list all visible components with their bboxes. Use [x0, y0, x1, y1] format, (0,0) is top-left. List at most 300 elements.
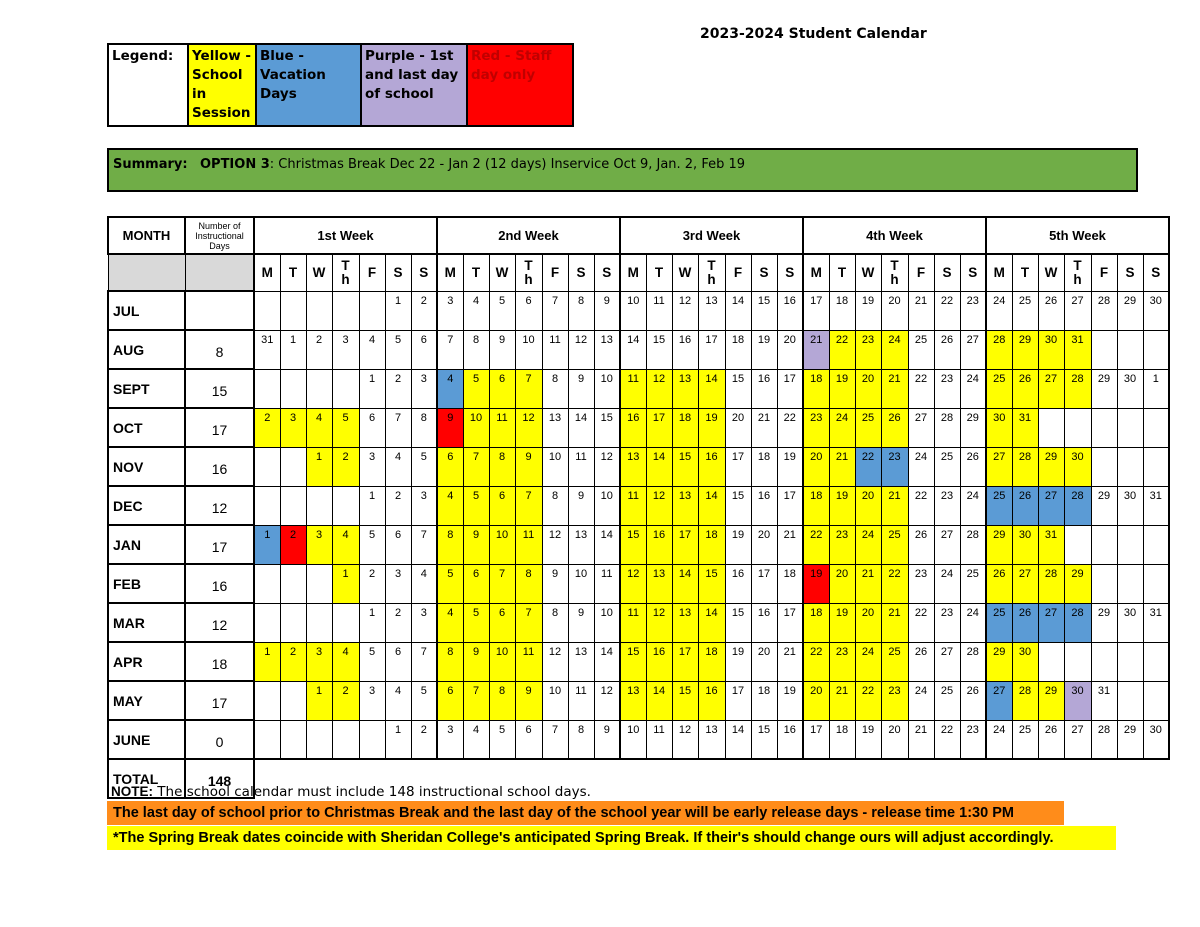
day-cell	[280, 603, 306, 642]
instructional-days-count: 15	[185, 369, 254, 408]
day-cell: 1	[306, 681, 332, 720]
month-row	[108, 486, 1169, 525]
day-cell: 9	[489, 330, 515, 369]
day-cell: 26	[986, 564, 1012, 603]
week-header: 4th Week	[803, 217, 986, 254]
day-cell: 3	[437, 720, 463, 759]
day-cell: 20	[829, 564, 855, 603]
day-cell: 21	[881, 486, 908, 525]
day-cell: 24	[934, 564, 960, 603]
day-cell: 4	[463, 720, 489, 759]
day-cell: 19	[777, 681, 803, 720]
instructional-days-count	[185, 291, 254, 330]
month-label: OCT	[108, 408, 185, 447]
day-cell: 11	[515, 525, 542, 564]
day-cell	[1091, 525, 1117, 564]
month-row	[108, 642, 1169, 681]
day-cell: 31	[1038, 525, 1064, 564]
note-text: The school calendar must include 148 instructional school days.	[153, 784, 591, 800]
day-cell: 5	[463, 486, 489, 525]
day-cell: 18	[725, 330, 751, 369]
day-cell: 8	[463, 330, 489, 369]
day-cell: 15	[751, 291, 777, 330]
day-cell: 15	[725, 603, 751, 642]
day-letter-header: F	[1091, 254, 1117, 291]
day-cell: 14	[646, 447, 672, 486]
day-cell: 3	[359, 447, 385, 486]
day-cell: 30	[1143, 291, 1169, 330]
day-cell: 24	[829, 408, 855, 447]
day-cell: 14	[698, 603, 725, 642]
day-cell: 16	[646, 525, 672, 564]
day-cell: 3	[411, 369, 437, 408]
month-label: AUG	[108, 330, 185, 369]
day-letter-header	[1064, 254, 1091, 291]
day-cell	[332, 369, 359, 408]
day-cell	[1091, 564, 1117, 603]
day-cell: 23	[829, 525, 855, 564]
day-cell: 19	[855, 291, 881, 330]
month-row	[108, 720, 1169, 759]
day-cell: 29	[1091, 486, 1117, 525]
day-cell: 2	[359, 564, 385, 603]
day-cell: 20	[751, 525, 777, 564]
day-cell: 28	[1064, 369, 1091, 408]
day-cell	[1117, 642, 1143, 681]
day-cell: 20	[803, 681, 829, 720]
day-cell: 3	[359, 681, 385, 720]
day-cell: 14	[594, 642, 620, 681]
day-cell: 28	[1038, 564, 1064, 603]
day-cell: 16	[751, 603, 777, 642]
day-cell: 7	[515, 369, 542, 408]
day-cell: 2	[306, 330, 332, 369]
day-cell: 21	[777, 642, 803, 681]
day-cell	[306, 486, 332, 525]
day-cell: 22	[908, 369, 934, 408]
day-cell: 18	[803, 486, 829, 525]
day-cell: 22	[855, 447, 881, 486]
day-cell: 23	[908, 564, 934, 603]
day-cell: 24	[960, 486, 986, 525]
day-cell: 10	[568, 564, 594, 603]
day-cell: 19	[829, 603, 855, 642]
day-cell: 25	[986, 369, 1012, 408]
day-cell: 21	[803, 330, 829, 369]
day-cell: 28	[1091, 291, 1117, 330]
day-cell: 10	[542, 681, 568, 720]
day-cell: 26	[960, 447, 986, 486]
day-cell: 4	[306, 408, 332, 447]
day-cell: 18	[698, 642, 725, 681]
day-cell: 29	[986, 642, 1012, 681]
day-cell	[1117, 681, 1143, 720]
day-cell: 10	[594, 369, 620, 408]
day-cell: 4	[437, 369, 463, 408]
day-cell: 19	[725, 525, 751, 564]
day-cell: 20	[777, 330, 803, 369]
instructional-days-count: 17	[185, 525, 254, 564]
month-label: NOV	[108, 447, 185, 486]
day-cell: 23	[960, 720, 986, 759]
day-cell: 1	[332, 564, 359, 603]
day-cell: 18	[672, 408, 698, 447]
day-cell: 1	[359, 603, 385, 642]
day-cell: 9	[515, 681, 542, 720]
day-cell: 9	[515, 447, 542, 486]
month-label: JUL	[108, 291, 185, 330]
day-cell	[280, 291, 306, 330]
day-cell: 20	[855, 369, 881, 408]
day-cell: 23	[934, 369, 960, 408]
day-cell	[1091, 408, 1117, 447]
day-cell: 7	[489, 564, 515, 603]
day-cell: 5	[463, 603, 489, 642]
day-cell: 19	[829, 369, 855, 408]
day-cell: 30	[1117, 369, 1143, 408]
instructional-days-count: 16	[185, 564, 254, 603]
day-cell: 25	[1012, 291, 1038, 330]
summary-option: OPTION 3	[199, 157, 270, 172]
day-cell: 18	[803, 369, 829, 408]
day-cell	[280, 681, 306, 720]
day-cell	[254, 603, 280, 642]
day-cell	[1143, 330, 1169, 369]
day-cell	[254, 447, 280, 486]
day-cell: 3	[411, 486, 437, 525]
day-cell: 22	[908, 486, 934, 525]
day-letter-header: T	[280, 254, 306, 291]
day-cell: 28	[960, 642, 986, 681]
day-cell	[1064, 525, 1091, 564]
day-cell	[306, 603, 332, 642]
day-cell: 22	[855, 681, 881, 720]
day-cell: 9	[463, 642, 489, 681]
day-letter-row	[108, 254, 1169, 291]
day-cell	[254, 369, 280, 408]
day-cell: 25	[908, 330, 934, 369]
day-cell: 16	[672, 330, 698, 369]
day-cell: 10	[594, 486, 620, 525]
day-cell: 9	[594, 720, 620, 759]
day-cell: 7	[542, 291, 568, 330]
day-cell: 29	[1091, 369, 1117, 408]
day-letter-header: S	[934, 254, 960, 291]
day-cell: 19	[751, 330, 777, 369]
day-letter-header	[332, 254, 359, 291]
day-cell: 24	[881, 330, 908, 369]
day-cell: 17	[777, 486, 803, 525]
day-cell: 29	[1091, 603, 1117, 642]
day-cell: 25	[960, 564, 986, 603]
day-cell: 1	[280, 330, 306, 369]
day-cell: 8	[437, 642, 463, 681]
week-header: 2nd Week	[437, 217, 620, 254]
month-row	[108, 603, 1169, 642]
day-cell: 20	[881, 291, 908, 330]
day-cell: 28	[934, 408, 960, 447]
day-cell: 4	[332, 642, 359, 681]
day-cell: 19	[855, 720, 881, 759]
day-cell: 7	[463, 681, 489, 720]
day-cell: 7	[463, 447, 489, 486]
day-cell: 30	[1117, 486, 1143, 525]
day-cell: 24	[908, 681, 934, 720]
day-letter-header: T	[1012, 254, 1038, 291]
day-cell	[280, 447, 306, 486]
day-letter-t: T	[1073, 257, 1082, 273]
day-cell: 1	[254, 525, 280, 564]
day-cell: 8	[542, 603, 568, 642]
day-cell: 30	[1012, 525, 1038, 564]
day-cell: 8	[568, 720, 594, 759]
day-cell: 16	[698, 681, 725, 720]
day-cell: 8	[489, 681, 515, 720]
day-cell	[1117, 408, 1143, 447]
day-cell: 24	[908, 447, 934, 486]
day-cell	[306, 720, 332, 759]
day-cell: 13	[542, 408, 568, 447]
day-cell: 16	[751, 369, 777, 408]
summary-box	[107, 148, 1138, 192]
day-cell	[306, 369, 332, 408]
day-cell: 12	[594, 681, 620, 720]
day-cell: 10	[620, 291, 646, 330]
day-cell	[1064, 408, 1091, 447]
day-letter-header: T	[829, 254, 855, 291]
day-cell: 6	[385, 642, 411, 681]
day-cell: 30	[986, 408, 1012, 447]
month-row	[108, 330, 1169, 369]
day-letter-h: h	[1073, 271, 1082, 287]
day-letter-header: S	[777, 254, 803, 291]
day-cell: 28	[960, 525, 986, 564]
day-cell: 19	[803, 564, 829, 603]
day-cell: 8	[489, 447, 515, 486]
day-cell: 29	[1038, 681, 1064, 720]
day-cell	[1038, 642, 1064, 681]
day-letter-header: W	[1038, 254, 1064, 291]
summary-label: Summary:	[113, 157, 188, 172]
day-cell: 18	[829, 291, 855, 330]
day-cell: 27	[908, 408, 934, 447]
day-cell: 8	[515, 564, 542, 603]
day-letter-header: W	[489, 254, 515, 291]
day-cell	[332, 291, 359, 330]
day-cell: 4	[437, 603, 463, 642]
day-cell: 8	[437, 525, 463, 564]
day-cell: 7	[385, 408, 411, 447]
day-cell: 20	[855, 603, 881, 642]
day-cell: 21	[751, 408, 777, 447]
day-cell: 1	[306, 447, 332, 486]
day-cell: 22	[908, 603, 934, 642]
instructional-days-count: 18	[185, 642, 254, 681]
day-cell: 22	[934, 291, 960, 330]
week-header: 5th Week	[986, 217, 1169, 254]
day-letter-h: h	[707, 271, 716, 287]
day-cell: 26	[908, 642, 934, 681]
day-cell	[1143, 642, 1169, 681]
day-cell: 7	[437, 330, 463, 369]
day-cell: 6	[463, 564, 489, 603]
day-cell: 23	[881, 447, 908, 486]
day-cell: 13	[646, 564, 672, 603]
day-cell: 23	[829, 642, 855, 681]
day-cell: 12	[672, 291, 698, 330]
day-cell: 4	[411, 564, 437, 603]
day-cell: 12	[568, 330, 594, 369]
day-letter-header: F	[359, 254, 385, 291]
day-cell	[359, 720, 385, 759]
day-letter-header: S	[594, 254, 620, 291]
day-letter-header: S	[411, 254, 437, 291]
day-cell: 21	[881, 369, 908, 408]
day-cell: 5	[332, 408, 359, 447]
legend-label: Legend:	[108, 44, 188, 126]
day-cell: 24	[960, 603, 986, 642]
day-letter-t: T	[890, 257, 899, 273]
day-cell: 4	[385, 681, 411, 720]
instructional-days-count: 12	[185, 603, 254, 642]
instructional-days-count: 16	[185, 447, 254, 486]
day-cell: 10	[489, 642, 515, 681]
day-cell: 28	[1012, 681, 1038, 720]
day-cell: 11	[620, 603, 646, 642]
day-cell	[280, 720, 306, 759]
day-cell: 6	[489, 369, 515, 408]
day-cell: 17	[698, 330, 725, 369]
day-cell: 11	[646, 720, 672, 759]
day-cell	[254, 720, 280, 759]
day-cell: 24	[986, 291, 1012, 330]
day-cell: 15	[672, 681, 698, 720]
day-cell: 2	[280, 642, 306, 681]
day-cell: 15	[672, 447, 698, 486]
day-cell: 18	[803, 603, 829, 642]
day-cell	[254, 564, 280, 603]
day-cell: 1	[385, 291, 411, 330]
month-row	[108, 408, 1169, 447]
day-cell	[359, 291, 385, 330]
instructional-days-count: 12	[185, 486, 254, 525]
month-column-header: MONTH	[108, 217, 185, 254]
day-cell: 25	[934, 681, 960, 720]
day-cell: 6	[359, 408, 385, 447]
day-cell	[306, 564, 332, 603]
day-cell	[1091, 642, 1117, 681]
day-cell: 17	[672, 525, 698, 564]
day-cell: 2	[385, 603, 411, 642]
day-cell: 11	[594, 564, 620, 603]
day-cell: 29	[1117, 720, 1143, 759]
day-cell: 6	[437, 681, 463, 720]
instructional-days-count: 8	[185, 330, 254, 369]
day-letter-header: T	[646, 254, 672, 291]
total-days: 148	[185, 759, 254, 798]
day-cell: 9	[568, 603, 594, 642]
day-cell: 2	[280, 525, 306, 564]
day-cell: 29	[1117, 291, 1143, 330]
day-cell: 16	[725, 564, 751, 603]
day-cell: 5	[411, 681, 437, 720]
day-cell: 20	[725, 408, 751, 447]
day-cell: 16	[777, 720, 803, 759]
day-cell	[1143, 525, 1169, 564]
day-cell: 15	[725, 369, 751, 408]
instructional-days-count: 0	[185, 720, 254, 759]
day-cell: 6	[385, 525, 411, 564]
day-cell: 24	[855, 642, 881, 681]
day-cell: 26	[1012, 486, 1038, 525]
day-cell: 21	[829, 447, 855, 486]
day-cell: 20	[855, 486, 881, 525]
instructional-days-count: 17	[185, 681, 254, 720]
day-cell: 2	[385, 369, 411, 408]
day-cell: 12	[620, 564, 646, 603]
day-letter-t: T	[707, 257, 716, 273]
month-row	[108, 447, 1169, 486]
day-cell: 14	[698, 486, 725, 525]
day-cell: 10	[542, 447, 568, 486]
day-cell: 6	[437, 447, 463, 486]
day-cell: 14	[594, 525, 620, 564]
day-cell: 2	[411, 291, 437, 330]
day-cell: 7	[411, 525, 437, 564]
day-cell: 31	[1064, 330, 1091, 369]
day-cell: 22	[803, 525, 829, 564]
day-cell: 1	[385, 720, 411, 759]
day-cell: 9	[568, 486, 594, 525]
day-cell: 5	[489, 720, 515, 759]
day-cell: 22	[803, 642, 829, 681]
day-cell: 30	[1143, 720, 1169, 759]
day-cell: 13	[698, 291, 725, 330]
day-cell: 25	[855, 408, 881, 447]
day-cell: 25	[986, 603, 1012, 642]
day-cell: 13	[672, 603, 698, 642]
day-cell	[1117, 330, 1143, 369]
day-cell: 23	[855, 330, 881, 369]
day-cell: 20	[751, 642, 777, 681]
day-cell: 26	[881, 408, 908, 447]
day-cell: 1	[359, 369, 385, 408]
day-cell: 3	[332, 330, 359, 369]
spring-break-banner: *The Spring Break dates coincide with Sheridan College's anticipated Spring Break. If their's should change ours will adjust accordingly.	[107, 826, 1116, 850]
day-cell: 23	[934, 486, 960, 525]
day-letter-header: S	[960, 254, 986, 291]
day-letter-h: h	[890, 271, 899, 287]
day-letter-t: T	[341, 257, 350, 273]
day-cell: 21	[855, 564, 881, 603]
day-cell: 5	[463, 369, 489, 408]
day-cell: 14	[698, 369, 725, 408]
day-cell: 6	[489, 603, 515, 642]
day-cell: 13	[620, 681, 646, 720]
day-cell: 24	[960, 369, 986, 408]
day-cell: 3	[306, 642, 332, 681]
day-cell: 7	[515, 486, 542, 525]
day-cell: 8	[411, 408, 437, 447]
day-cell: 7	[542, 720, 568, 759]
page-title: 2023-2024 Student Calendar	[700, 26, 927, 42]
day-cell: 4	[332, 525, 359, 564]
day-cell: 28	[1064, 603, 1091, 642]
day-cell: 3	[411, 603, 437, 642]
day-cell: 1	[359, 486, 385, 525]
day-cell: 10	[515, 330, 542, 369]
day-letter-header: M	[986, 254, 1012, 291]
